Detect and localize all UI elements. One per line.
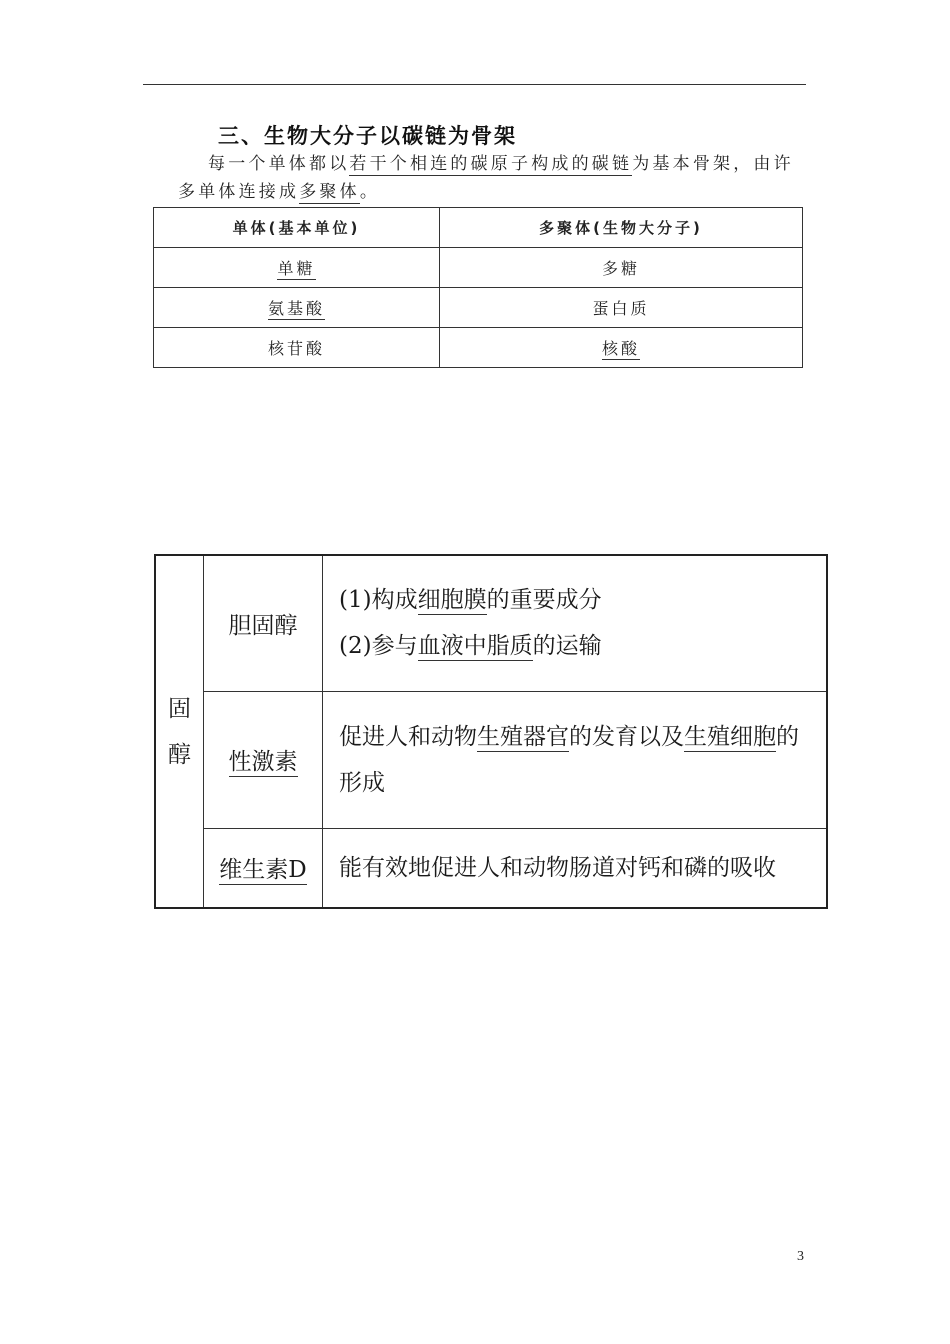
sex-hormone-desc-cell [323,691,828,828]
desc-text: 能有效地促进人和动物肠道对钙和磷的吸收 [339,854,776,881]
intro-underlined-1: 若干个相连的碳原子构成的碳链 [349,154,633,174]
table-row [155,691,827,828]
polymer-text: 蛋白质 [592,299,650,318]
header-rule [143,84,806,85]
section-heading: 三、生物大分子以碳链为骨架 [218,124,517,148]
table-row [155,555,827,691]
intro-paragraph [178,150,810,206]
cholesterol-name-cell [204,555,323,691]
desc-underlined: 生殖器官 [477,723,569,750]
table-header-row [154,208,803,248]
polymer-cell [440,288,803,328]
cholesterol-desc-line-2 [339,623,812,669]
table-row [154,288,803,328]
polymer-text: 核酸 [601,339,640,358]
desc-text: 的发育以及 [569,723,684,750]
sterol-table [154,554,828,909]
sex-hormone-name-cell [204,691,323,828]
monomer-cell [154,248,440,288]
polymer-cell [440,328,803,368]
desc-text: (2)参与 [339,633,418,660]
monomer-text: 氨基酸 [267,299,325,318]
table-row [154,248,803,288]
desc-text: 的重要成分 [486,587,602,614]
table-row [154,328,803,368]
table-row [155,828,827,908]
desc-underlined: 细胞膜 [417,587,487,614]
intro-text-1: 每一个单体都以 [208,154,350,174]
page-number: 3 [797,1249,804,1264]
intro-text-3: 。 [359,182,381,202]
polymer-text: 多糖 [601,259,640,278]
sterol-group-cell [155,555,204,908]
desc-text: 的运输 [532,633,602,660]
monomer-text: 核苷酸 [267,339,325,358]
monomer-polymer-table [153,207,803,368]
monomer-text: 单糖 [277,259,316,278]
monomer-cell [154,288,440,328]
vitamin-d-name-cell [204,828,323,908]
header-monomer: 单体(基本单位) [154,208,440,248]
vitamin-d-desc-cell [323,828,828,908]
desc-underlined: 生殖细胞 [684,723,776,750]
cholesterol-desc-line-1 [339,577,812,623]
desc-text: 的形成 [339,723,799,796]
desc-underlined: 血液中脂质 [417,633,533,660]
sex-hormone-name: 性激素 [228,749,298,775]
intro-text-2: 为基本骨架，由许多单体连接成 [178,154,794,202]
desc-text: 促进人和动物 [339,723,477,750]
desc-text: (1)构成 [339,587,418,614]
vitamin-d-name: 维生素D [219,857,307,884]
group-char-1: 固 [168,695,191,722]
group-char-2: 醇 [168,741,191,768]
polymer-cell [440,248,803,288]
intro-underlined-2: 多聚体 [299,182,360,202]
cholesterol-desc-cell [323,555,828,691]
monomer-cell [154,328,440,368]
header-polymer: 多聚体(生物大分子) [440,208,803,248]
cholesterol-name: 胆固醇 [228,612,298,639]
